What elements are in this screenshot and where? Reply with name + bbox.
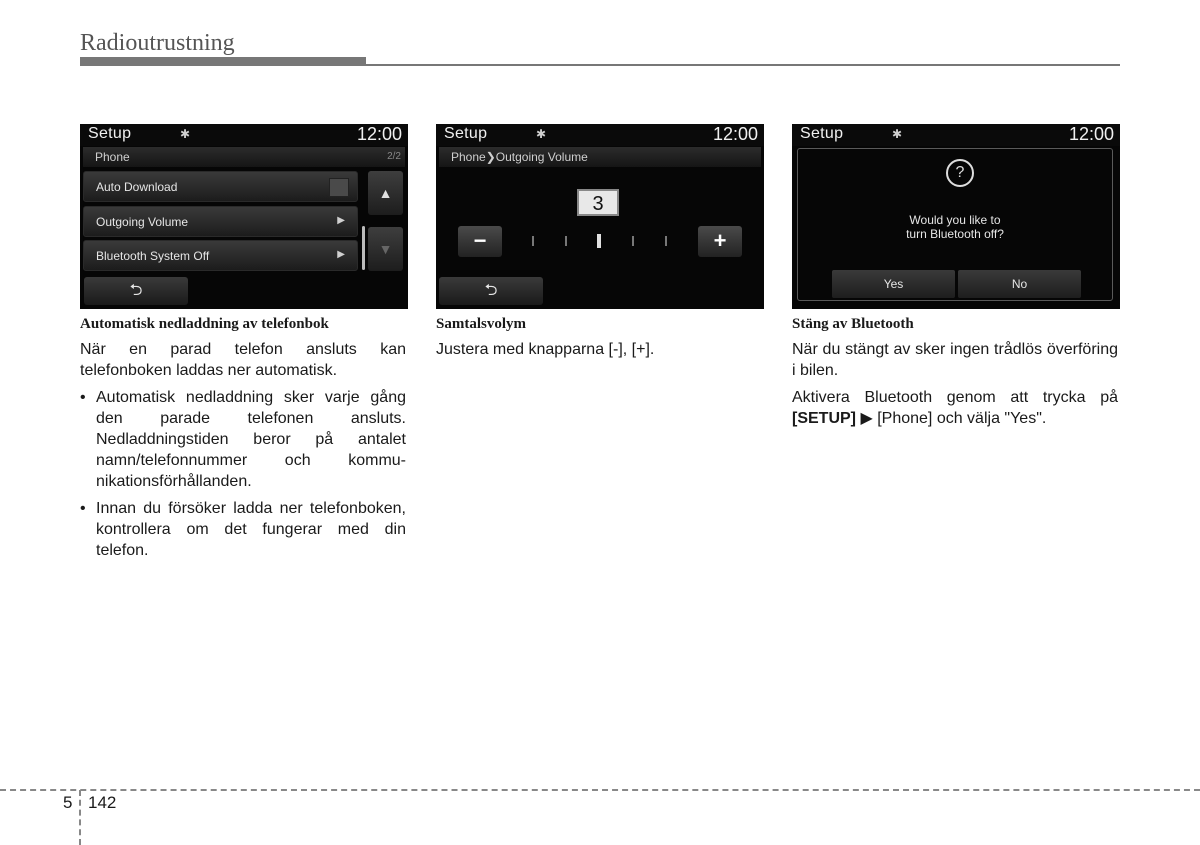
footer-rule xyxy=(0,789,1200,791)
bluetooth-icon: ✱ xyxy=(536,127,547,141)
question-icon: ? xyxy=(946,159,974,187)
volume-tick xyxy=(532,236,534,246)
subheader xyxy=(83,147,405,167)
subheader-label: Phone xyxy=(95,150,130,164)
yes-button[interactable]: Yes xyxy=(832,270,955,298)
scroll-up-button[interactable]: ▲ xyxy=(368,171,403,215)
screen-title: Setup xyxy=(88,125,132,142)
page-indicator: 2/2 xyxy=(387,151,401,162)
volume-value: 3 xyxy=(577,189,619,216)
menu-item-auto-download[interactable] xyxy=(83,171,358,202)
status-bar xyxy=(436,124,764,146)
arrow-right-icon: ▶ xyxy=(860,410,873,427)
volume-section xyxy=(436,316,762,366)
volume-current-tick xyxy=(597,234,601,248)
paragraph: När du stängt av sker ingen trådlös överföring i bilen. xyxy=(792,341,1118,379)
section-heading: Automatisk nedladdning av telefonbok xyxy=(80,316,329,332)
phone-setup-screen xyxy=(80,124,408,309)
paragraph: Aktivera Bluetooth genom att trycka på [SETUP] ▶ [Phone] och välja "Yes". xyxy=(792,389,1118,427)
page-number: 142 xyxy=(88,793,117,812)
clock: 12:00 xyxy=(356,124,402,144)
outgoing-volume-screen xyxy=(436,124,764,309)
section-heading: Samtalsvolym xyxy=(436,316,526,332)
footer-divider xyxy=(79,790,81,845)
menu-item-label: Outgoing Volume xyxy=(96,215,189,229)
dialog-message: Would you like to turn Bluetooth off? xyxy=(906,213,1004,241)
header-rule xyxy=(366,64,1120,66)
clock: 12:00 xyxy=(1068,124,1114,144)
volume-tick xyxy=(632,236,634,246)
header-bar xyxy=(80,57,366,66)
scrollbar[interactable] xyxy=(362,226,365,270)
breadcrumb: Phone❯Outgoing Volume xyxy=(451,150,588,164)
bluetooth-off-screen xyxy=(792,124,1120,309)
bullet-list xyxy=(80,387,406,561)
no-button[interactable]: No xyxy=(958,270,1081,298)
auto-download-section xyxy=(80,316,406,567)
setup-key-label: [SETUP] xyxy=(792,410,856,427)
section-number: 5 xyxy=(63,793,73,812)
chevron-right-icon: ▶ xyxy=(337,249,345,260)
scroll-down-button[interactable]: ▼ xyxy=(368,227,403,271)
screen-title: Setup xyxy=(800,125,844,142)
status-bar xyxy=(792,124,1120,146)
volume-tick xyxy=(565,236,567,246)
back-button[interactable]: ⮌ xyxy=(439,277,543,305)
paragraph: Justera med knapparna [-], [+]. xyxy=(436,341,655,358)
menu-item-outgoing-volume[interactable] xyxy=(83,206,358,237)
bluetooth-icon: ✱ xyxy=(892,127,903,141)
status-bar xyxy=(80,124,408,146)
screen-title: Setup xyxy=(444,125,488,142)
volume-tick xyxy=(665,236,667,246)
auto-download-checkbox[interactable] xyxy=(329,178,349,197)
chevron-right-icon: ▶ xyxy=(337,215,345,226)
list-item: • Automatisk nedladdning sker varje gång den parade telefonen ansluts. Nedladdningstiden beror på antalet namn/telefonnummer och kommu-nikationsförhållanden. xyxy=(80,389,406,490)
volume-plus-button[interactable]: + xyxy=(698,226,742,257)
confirm-dialog xyxy=(797,148,1113,301)
list-item: • Innan du försöker ladda ner telefonboken, kontrollera om det fungerar med din telefon. xyxy=(80,500,406,559)
volume-minus-button[interactable]: − xyxy=(458,226,502,257)
menu-item-label: Auto Download xyxy=(96,180,178,194)
bluetooth-icon: ✱ xyxy=(180,127,191,141)
section-title: Radioutrustning xyxy=(80,30,235,56)
menu-item-bluetooth-system-off[interactable] xyxy=(83,240,358,271)
clock: 12:00 xyxy=(712,124,758,144)
section-heading: Stäng av Bluetooth xyxy=(792,316,914,332)
back-button[interactable]: ⮌ xyxy=(84,277,188,305)
subheader xyxy=(439,147,761,167)
menu-item-label: Bluetooth System Off xyxy=(96,249,210,263)
bluetooth-section xyxy=(792,316,1118,435)
paragraph: När en parad telefon ansluts kan telefonboken laddas ner automatisk. xyxy=(80,341,406,379)
